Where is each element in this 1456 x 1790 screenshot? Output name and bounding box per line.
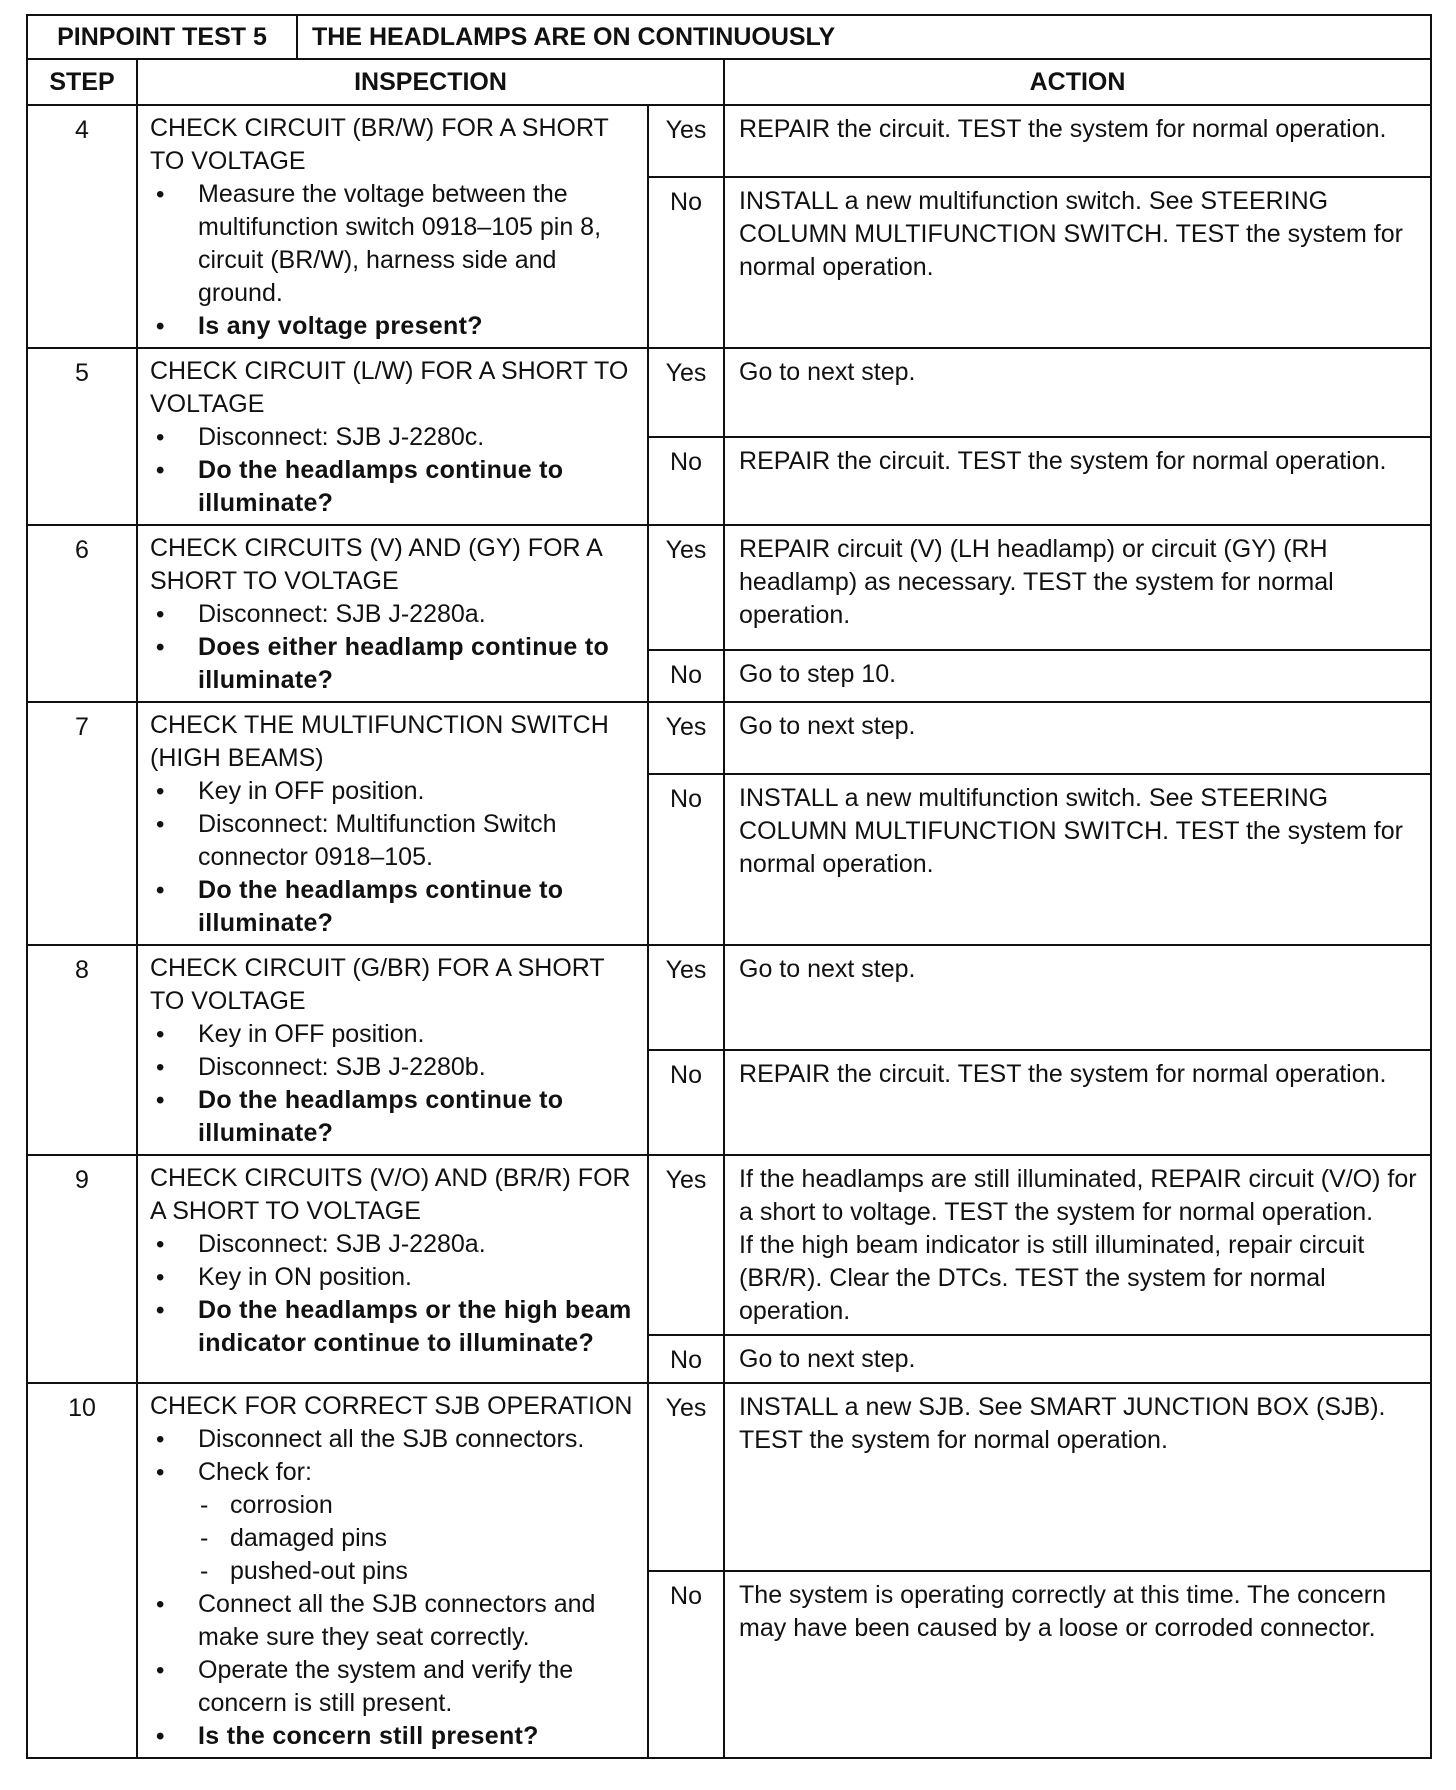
header-row bbox=[27, 59, 1431, 105]
inspection-question bbox=[150, 454, 637, 520]
inspection-question bbox=[150, 874, 637, 940]
no-action bbox=[724, 1050, 1431, 1155]
inspection-cell bbox=[137, 105, 648, 348]
action-text: If the high beam indicator is still illuminated, repair circuit (BR/R). Clear the DTCs. TEST the system for normal operation. bbox=[739, 1231, 1365, 1325]
inspection-title: CHECK CIRCUITS (V) AND (GY) FOR A SHORT TO VOLTAGE bbox=[150, 534, 602, 595]
action-text: If the headlamps are still illuminated, REPAIR circuit (V/O) for a short to voltage. TEST the system for normal operation. bbox=[739, 1165, 1417, 1226]
action-text: Go to next step. bbox=[739, 712, 916, 740]
step-row-yes bbox=[27, 1383, 1431, 1571]
action-text: INSTALL a new multifunction switch. See STEERING COLUMN MULTIFUNCTION SWITCH. TEST the system for normal operation. bbox=[739, 187, 1403, 281]
action-text: INSTALL a new multifunction switch. See STEERING COLUMN MULTIFUNCTION SWITCH. TEST the system for normal operation. bbox=[739, 784, 1403, 878]
action-text: REPAIR the circuit. TEST the system for normal operation. bbox=[739, 446, 1387, 475]
check-for-list bbox=[198, 1489, 637, 1588]
inspection-title: CHECK FOR CORRECT SJB OPERATION bbox=[150, 1392, 633, 1420]
inspection-steps bbox=[150, 1423, 637, 1753]
no-action bbox=[724, 1335, 1431, 1383]
inspection-bullet bbox=[150, 1456, 637, 1588]
inspection-bullet bbox=[150, 1588, 637, 1654]
yes-action bbox=[724, 1155, 1431, 1335]
inspection-question bbox=[150, 631, 637, 697]
yes-label: Yes bbox=[648, 348, 724, 437]
inspection-steps bbox=[150, 775, 637, 940]
inspection-title: CHECK CIRCUIT (G/BR) FOR A SHORT TO VOLTAGE bbox=[150, 954, 605, 1015]
step-number: 4 bbox=[27, 105, 137, 348]
inspection-bullet bbox=[150, 1423, 637, 1456]
no-label: No bbox=[648, 774, 724, 945]
test-subject: THE HEADLAMPS ARE ON CONTINUOUSLY bbox=[297, 15, 1431, 59]
yes-label: Yes bbox=[648, 1383, 724, 1571]
yes-action bbox=[724, 1383, 1431, 1571]
step-row-yes bbox=[27, 525, 1431, 650]
inspection-bullet bbox=[150, 775, 637, 808]
inspection-cell bbox=[137, 702, 648, 945]
check-for-item: - damaged pins bbox=[198, 1522, 637, 1555]
no-action bbox=[724, 650, 1431, 702]
action-text: REPAIR the circuit. TEST the system for normal operation. bbox=[739, 1060, 1387, 1088]
inspection-question-text: Do the headlamps continue to illuminate? bbox=[198, 456, 564, 517]
inspection-steps bbox=[150, 598, 637, 697]
step-row-yes bbox=[27, 348, 1431, 437]
inspection-cell bbox=[137, 1383, 648, 1758]
action-text: Go to next step. bbox=[739, 1345, 916, 1373]
test-number: PINPOINT TEST 5 bbox=[27, 15, 297, 59]
yes-label: Yes bbox=[648, 945, 724, 1050]
inspection-question-text: Do the headlamps continue to illuminate? bbox=[198, 1086, 564, 1147]
no-label: No bbox=[648, 1335, 724, 1383]
inspection-bullet-text: Disconnect: SJB J-2280a. bbox=[198, 1230, 486, 1258]
inspection-bullet-text: Disconnect: SJB J-2280c. bbox=[198, 423, 485, 451]
inspection-bullet-text: Disconnect: Multifunction Switch connector 0918–105. bbox=[198, 810, 557, 871]
inspection-title: CHECK CIRCUIT (BR/W) FOR A SHORT TO VOLTAGE bbox=[150, 114, 609, 175]
inspection-question-text: Do the headlamps or the high beam indicator continue to illuminate? bbox=[198, 1296, 632, 1357]
step-number: 8 bbox=[27, 945, 137, 1155]
step-row-yes bbox=[27, 702, 1431, 774]
no-action bbox=[724, 437, 1431, 526]
inspection-steps bbox=[150, 178, 637, 343]
inspection-cell bbox=[137, 348, 648, 525]
inspection-bullet bbox=[150, 421, 637, 454]
inspection-bullet-text: Check for: bbox=[198, 1458, 312, 1486]
no-action bbox=[724, 774, 1431, 945]
inspection-steps bbox=[150, 421, 637, 520]
inspection-bullet bbox=[150, 1018, 637, 1051]
inspection-bullet bbox=[150, 1051, 637, 1084]
step-number: 5 bbox=[27, 348, 137, 525]
action-text: REPAIR circuit (V) (LH headlamp) or circuit (GY) (RH headlamp) as necessary. TEST the system for normal operation. bbox=[739, 535, 1334, 629]
action-text: REPAIR the circuit. TEST the system for normal operation. bbox=[739, 115, 1387, 143]
action-text: The system is operating correctly at this time. The concern may have been caused by a loose or corroded connector. bbox=[739, 1580, 1387, 1642]
check-for-item: - pushed-out pins bbox=[198, 1555, 637, 1588]
inspection-question-text: Is the concern still present? bbox=[198, 1722, 539, 1750]
inspection-question-text: Is any voltage present? bbox=[198, 312, 483, 340]
yes-label: Yes bbox=[648, 105, 724, 177]
no-label: No bbox=[648, 650, 724, 702]
inspection-bullet-text: Operate the system and verify the concern is still present. bbox=[198, 1656, 574, 1717]
step-header: STEP bbox=[27, 59, 137, 105]
inspection-bullet-text: Disconnect: SJB J-2280a. bbox=[198, 600, 486, 628]
inspection-question bbox=[150, 1294, 637, 1360]
inspection-question-text: Do the headlamps continue to illuminate? bbox=[198, 876, 564, 937]
action-text: INSTALL a new SJB. See SMART JUNCTION BOX (SJB). TEST the system for normal operation. bbox=[739, 1393, 1386, 1454]
inspection-bullet-text: Key in OFF position. bbox=[198, 1020, 425, 1048]
no-action bbox=[724, 1571, 1431, 1759]
action-text: Go to next step. bbox=[739, 955, 916, 983]
yes-action bbox=[724, 945, 1431, 1050]
step-row-yes bbox=[27, 945, 1431, 1050]
inspection-header: INSPECTION bbox=[137, 59, 724, 105]
inspection-question bbox=[150, 1720, 637, 1753]
inspection-bullet bbox=[150, 598, 637, 631]
step-number: 7 bbox=[27, 702, 137, 945]
step-row-yes bbox=[27, 105, 1431, 177]
yes-label: Yes bbox=[648, 1155, 724, 1335]
yes-action bbox=[724, 105, 1431, 177]
inspection-bullet-text: Disconnect all the SJB connectors. bbox=[198, 1425, 585, 1453]
inspection-bullet-text: Measure the voltage between the multifunction switch 0918–105 pin 8, circuit (BR/W), harness side and ground. bbox=[198, 180, 602, 307]
inspection-steps bbox=[150, 1018, 637, 1150]
yes-label: Yes bbox=[648, 702, 724, 774]
inspection-bullet-text: Connect all the SJB connectors and make sure they seat correctly. bbox=[198, 1590, 596, 1651]
inspection-title: CHECK CIRCUITS (V/O) AND (BR/R) FOR A SHORT TO VOLTAGE bbox=[150, 1164, 631, 1225]
inspection-bullet bbox=[150, 1261, 637, 1294]
no-label: No bbox=[648, 1571, 724, 1759]
step-number: 6 bbox=[27, 525, 137, 702]
no-action bbox=[724, 177, 1431, 348]
step-number: 9 bbox=[27, 1155, 137, 1383]
inspection-bullet bbox=[150, 808, 637, 874]
inspection-question bbox=[150, 1084, 637, 1150]
inspection-cell bbox=[137, 945, 648, 1155]
inspection-title: CHECK CIRCUIT (L/W) FOR A SHORT TO VOLTAGE bbox=[150, 357, 629, 418]
yes-action bbox=[724, 525, 1431, 650]
title-row bbox=[27, 15, 1431, 59]
inspection-bullet-text: Disconnect: SJB J-2280b. bbox=[198, 1053, 486, 1081]
no-label: No bbox=[648, 177, 724, 348]
no-label: No bbox=[648, 437, 724, 526]
inspection-cell bbox=[137, 1155, 648, 1383]
inspection-question bbox=[150, 310, 637, 343]
step-row-yes bbox=[27, 1155, 1431, 1335]
action-header: ACTION bbox=[724, 59, 1431, 105]
inspection-bullet bbox=[150, 1654, 637, 1720]
no-label: No bbox=[648, 1050, 724, 1155]
inspection-question-text: Does either headlamp continue to illuminate? bbox=[198, 633, 610, 694]
inspection-bullet bbox=[150, 178, 637, 310]
action-text: Go to step 10. bbox=[739, 659, 897, 688]
check-for-item: - corrosion bbox=[198, 1489, 637, 1522]
yes-action bbox=[724, 348, 1431, 437]
inspection-steps bbox=[150, 1228, 637, 1360]
pinpoint-test-table bbox=[26, 14, 1432, 1759]
inspection-bullet-text: Key in OFF position. bbox=[198, 777, 425, 805]
yes-label: Yes bbox=[648, 525, 724, 650]
inspection-bullet-text: Key in ON position. bbox=[198, 1263, 412, 1291]
step-number: 10 bbox=[27, 1383, 137, 1758]
inspection-cell bbox=[137, 525, 648, 702]
yes-action bbox=[724, 702, 1431, 774]
inspection-bullet bbox=[150, 1228, 637, 1261]
pinpoint-test-document bbox=[26, 14, 1430, 1759]
inspection-title: CHECK THE MULTIFUNCTION SWITCH (HIGH BEAMS) bbox=[150, 711, 609, 772]
action-text: Go to next step. bbox=[739, 358, 916, 386]
